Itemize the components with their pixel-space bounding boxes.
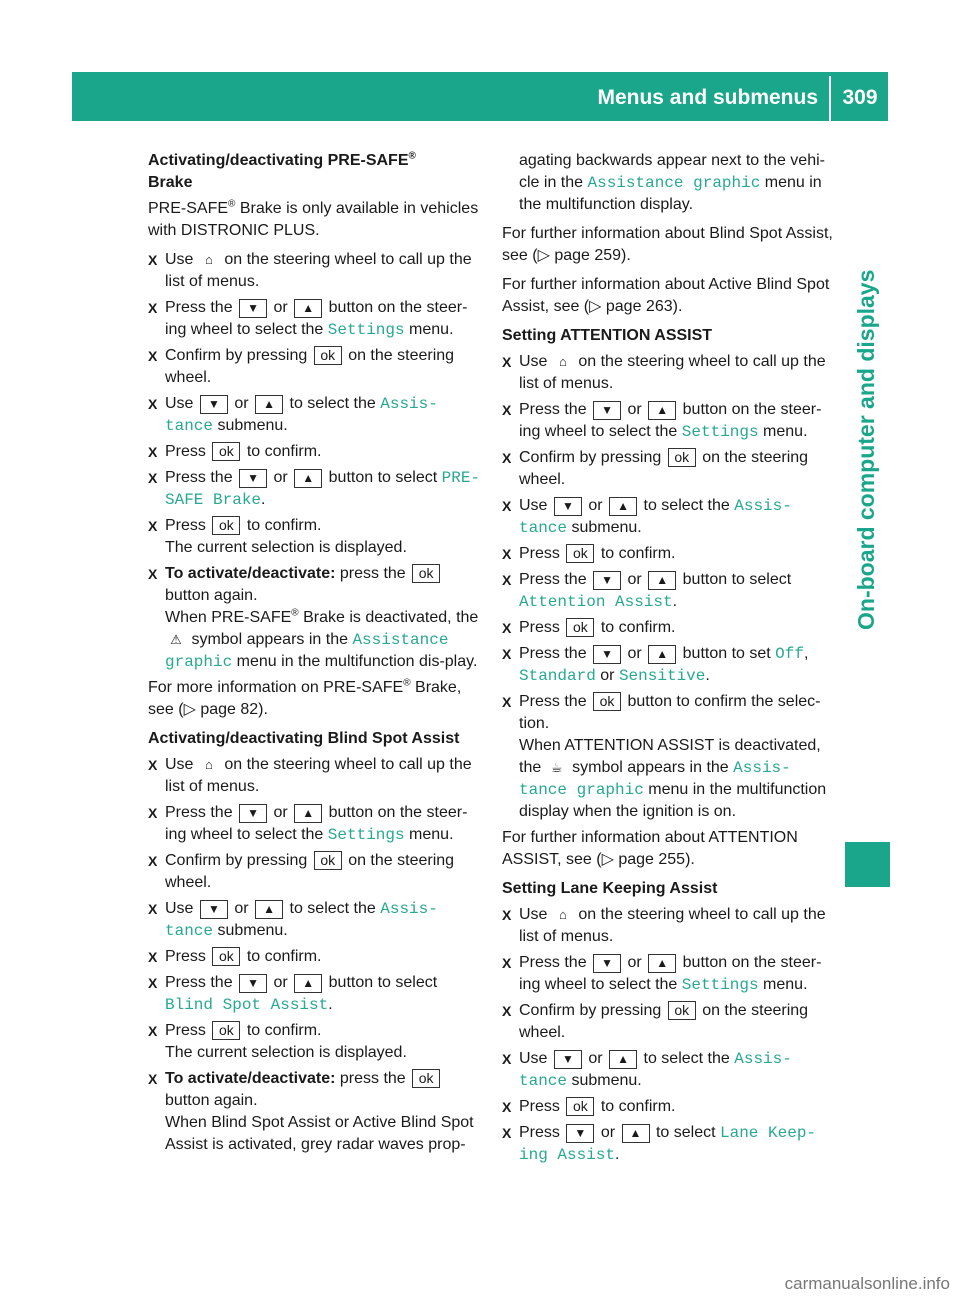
ok-icon: ok	[668, 1001, 696, 1020]
chapter-marker	[845, 842, 890, 887]
pre-safe-off-icon: ⚠	[170, 632, 182, 647]
down-arrow-icon: ▼	[239, 469, 267, 488]
ok-icon: ok	[412, 1069, 440, 1088]
up-arrow-icon: ▲	[255, 395, 283, 414]
page-header	[72, 72, 888, 121]
list-item: X Press the ▼ or ▲ button on the steer-ing wheel to select the Settings menu.	[502, 954, 822, 994]
down-arrow-icon: ▼	[200, 900, 228, 919]
up-arrow-icon: ▲	[648, 954, 676, 973]
list-item: X Use ⌂ on the steering wheel to call up the list of menus.	[502, 906, 826, 945]
down-arrow-icon: ▼	[239, 299, 267, 318]
list-item: X To activate/deactivate: press the ok button again. When PRE-SAFE® Brake is deactivated, the ⚠ symbol appears in the Assistance graphic menu in the multifunction dis-play.	[148, 565, 479, 671]
list-item: X Press ok to confirm.	[148, 443, 322, 460]
list-item: X Press the ▼ or ▲ button to select PRE-SAFE Brake.	[148, 469, 481, 509]
list-item: X Press ok to confirm.	[502, 1098, 676, 1115]
up-arrow-icon: ▲	[294, 974, 322, 993]
list-item: X Confirm by pressing ok on the steering wheel.	[502, 449, 809, 488]
intro-paragraph: PRE-SAFE® Brake is only available in vehicles with DISTRONIC PLUS.	[148, 198, 479, 239]
paragraph: For further information about Blind Spot Assist, see (▷ page 259).	[502, 225, 833, 264]
down-arrow-icon: ▼	[566, 1124, 594, 1143]
list-item: X Confirm by pressing ok on the steering wheel.	[148, 347, 455, 386]
list-item: X Use ⌂ on the steering wheel to call up the list of menus.	[502, 353, 826, 392]
page-number: 309	[842, 86, 878, 109]
down-arrow-icon: ▼	[593, 645, 621, 664]
right-column	[502, 150, 838, 1170]
ok-icon: ok	[212, 1021, 240, 1040]
list-item: X Press the ▼ or ▲ button to select Attention Assist.	[502, 571, 792, 611]
attention-assist-off-icon: ☕	[550, 760, 563, 775]
ok-icon: ok	[212, 442, 240, 461]
list-item: X Press ok to confirm.	[148, 948, 322, 965]
list-item: X Press ok to confirm.	[502, 619, 676, 636]
ok-icon: ok	[566, 544, 594, 563]
up-arrow-icon: ▲	[294, 299, 322, 318]
up-arrow-icon: ▲	[609, 497, 637, 516]
list-item: X Press the ▼ or ▲ button to set Off, Standard or Sensitive.	[502, 645, 809, 685]
ok-icon: ok	[212, 516, 240, 535]
list-item: X Press ▼ or ▲ to select Lane Keep‐ing Assist.	[502, 1124, 817, 1164]
chapter-tab	[845, 160, 890, 800]
list-item: X Use ▼ or ▲ to select the Assis‐tance submenu.	[502, 497, 792, 537]
paragraph: For further information about ATTENTION ASSIST, see (▷ page 255).	[502, 829, 798, 868]
up-arrow-icon: ▲	[294, 469, 322, 488]
list-item: X Confirm by pressing ok on the steering wheel.	[502, 1002, 809, 1041]
ok-icon: ok	[593, 692, 621, 711]
down-arrow-icon: ▼	[593, 401, 621, 420]
ok-icon: ok	[566, 1097, 594, 1116]
list-item: X Press ok to confirm. The current selection is displayed.	[148, 517, 407, 556]
down-arrow-icon: ▼	[593, 571, 621, 590]
up-arrow-icon: ▲	[609, 1050, 637, 1069]
list-item: X Press ok to confirm.	[502, 545, 676, 562]
ok-icon: ok	[412, 564, 440, 583]
header-divider	[829, 76, 831, 121]
section-title: Menus and submenus	[597, 86, 818, 109]
ok-icon: ok	[314, 346, 342, 365]
more-info-paragraph: For more information on PRE-SAFE® Brake, see (▷ page 82).	[148, 677, 462, 718]
heading-pre-safe-brake: Activating/deactivating PRE-SAFE® Brake	[148, 150, 416, 191]
list-item: X Use ⌂ on the steering wheel to call up the list of menus.	[148, 251, 472, 290]
down-arrow-icon: ▼	[200, 395, 228, 414]
down-arrow-icon: ▼	[554, 1050, 582, 1069]
up-arrow-icon: ▲	[648, 401, 676, 420]
continued-paragraph: agating backwards appear next to the vehi-cle in the Assistance graphic menu in the multifunction display.	[519, 152, 825, 213]
list-item: X Press the ▼ or ▲ button to select Blind Spot Assist.	[148, 974, 438, 1014]
list-item: X Confirm by pressing ok on the steering wheel.	[148, 852, 455, 891]
up-arrow-icon: ▲	[255, 900, 283, 919]
list-item: X Press the ▼ or ▲ button on the steer-ing wheel to select the Settings menu.	[148, 804, 468, 844]
list-item: X Press the ▼ or ▲ button on the steer-ing wheel to select the Settings menu.	[148, 299, 468, 339]
heading-lane-keeping-assist: Setting Lane Keeping Assist	[502, 880, 718, 897]
up-arrow-icon: ▲	[294, 804, 322, 823]
ok-icon: ok	[668, 448, 696, 467]
watermark: carmanualsonline.info	[784, 1274, 950, 1293]
down-arrow-icon: ▼	[239, 804, 267, 823]
list-item: X Press ok to confirm. The current selection is displayed.	[148, 1022, 407, 1061]
heading-attention-assist: Setting ATTENTION ASSIST	[502, 327, 713, 344]
list-item: X To activate/deactivate: press the ok button again. When Blind Spot Assist or Active Blind Spot Assist is activated, grey radar waves prop-	[148, 1070, 474, 1153]
home-icon: ⌂	[558, 907, 567, 922]
down-arrow-icon: ▼	[593, 954, 621, 973]
paragraph: For further information about Active Blind Spot Assist, see (▷ page 263).	[502, 276, 830, 315]
home-icon: ⌂	[204, 252, 213, 267]
ok-icon: ok	[566, 618, 594, 637]
down-arrow-icon: ▼	[239, 974, 267, 993]
up-arrow-icon: ▲	[648, 571, 676, 590]
down-arrow-icon: ▼	[554, 497, 582, 516]
home-icon: ⌂	[204, 757, 213, 772]
list-item: X Press the ok button to confirm the selec-tion. When ATTENTION ASSIST is deactivated, the ☕ symbol appears in the Assis‐tance graphic menu in the multifunction display when the ignition is on.	[502, 693, 827, 820]
up-arrow-icon: ▲	[622, 1124, 650, 1143]
list-item: X Use ▼ or ▲ to select the Assis‐tance submenu.	[148, 395, 438, 435]
left-column	[148, 150, 484, 1160]
list-item: X Press the ▼ or ▲ button on the steer-ing wheel to select the Settings menu.	[502, 401, 822, 441]
up-arrow-icon: ▲	[648, 645, 676, 664]
heading-blind-spot-assist: Activating/deactivating Blind Spot Assist	[148, 730, 460, 747]
list-item: X Use ⌂ on the steering wheel to call up the list of menus.	[148, 756, 472, 795]
list-item: X Use ▼ or ▲ to select the Assis‐tance submenu.	[148, 900, 438, 940]
ok-icon: ok	[212, 947, 240, 966]
ok-icon: ok	[314, 851, 342, 870]
chapter-tab-label: On-board computer and displays	[853, 269, 879, 630]
list-item: X Use ▼ or ▲ to select the Assis‐tance submenu.	[502, 1050, 792, 1090]
home-icon: ⌂	[558, 354, 567, 369]
